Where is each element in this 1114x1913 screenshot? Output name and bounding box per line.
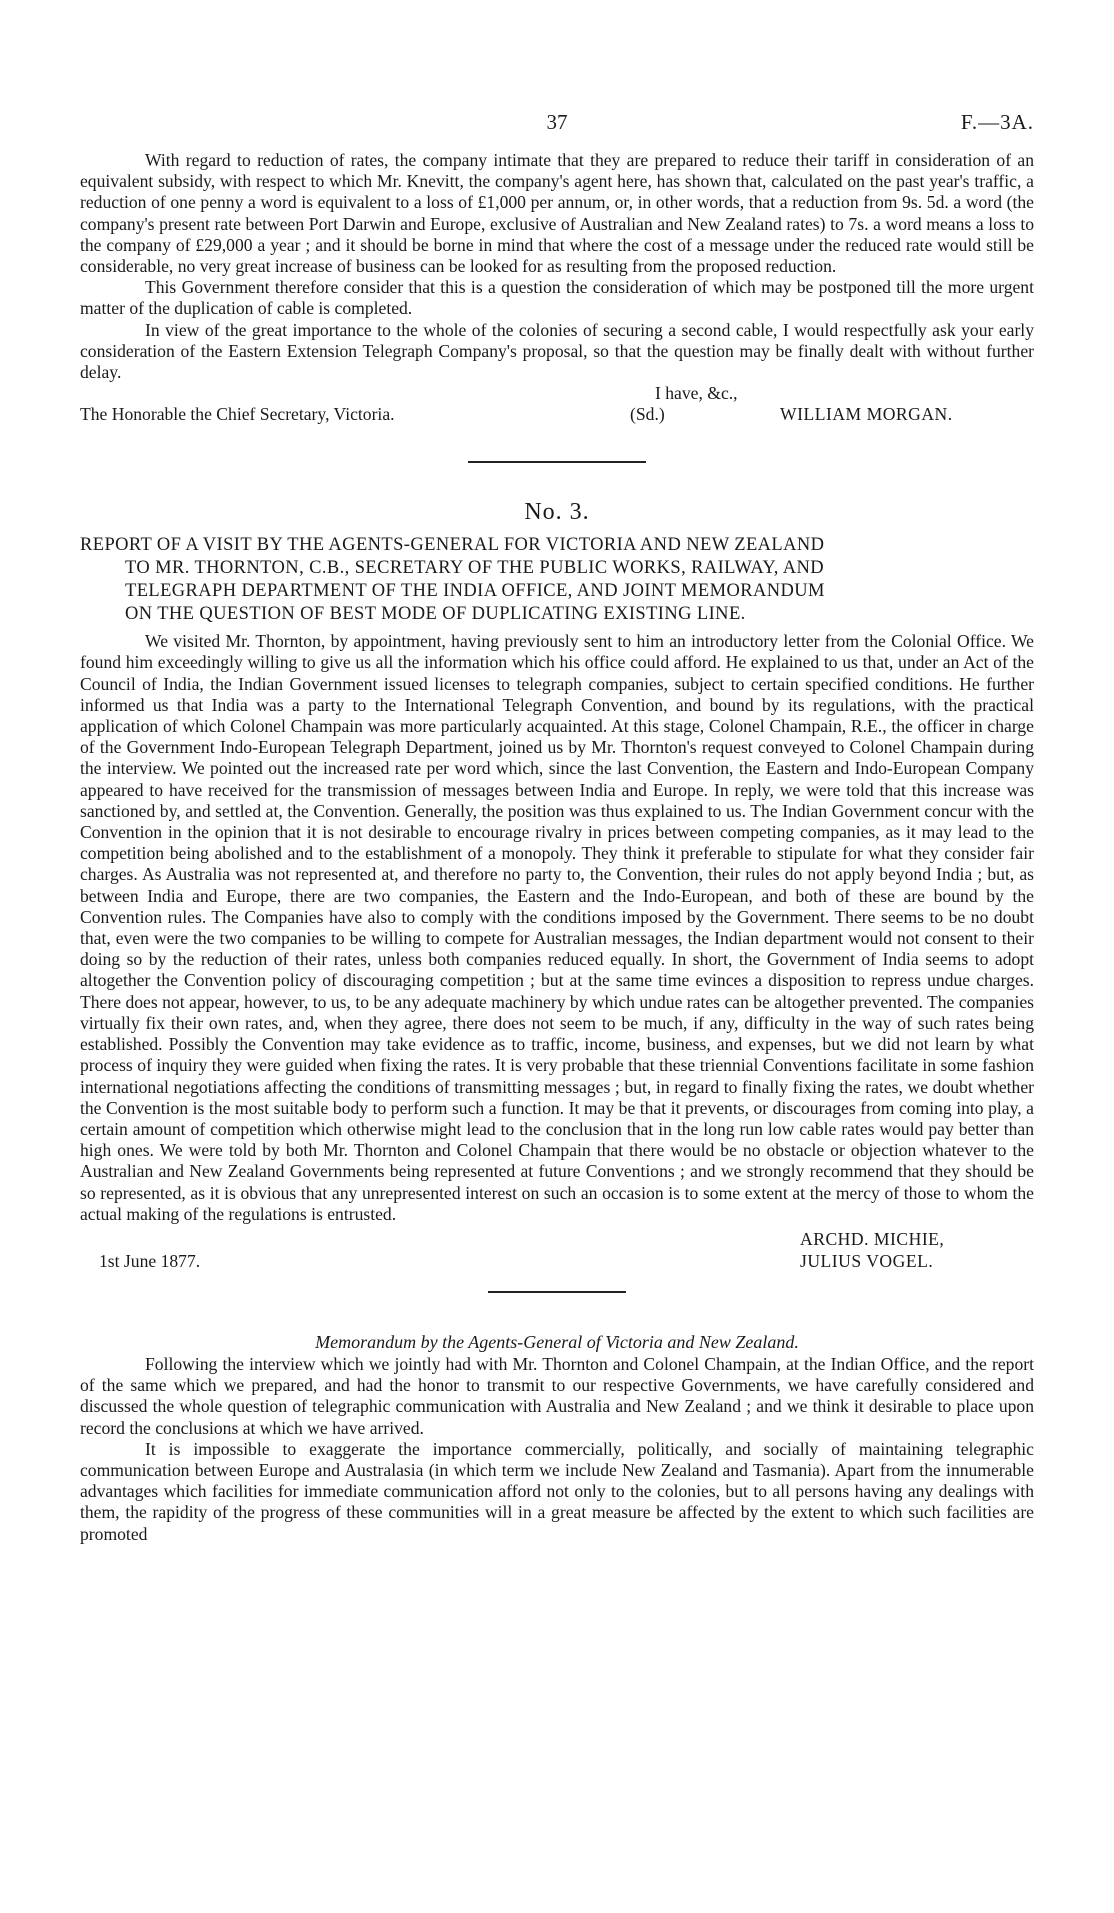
letter-closing: I have, &c., (655, 383, 738, 404)
paper-reference: F.—3A. (960, 110, 1034, 134)
report-signatory: ARCHD. MICHIE, (800, 1228, 945, 1249)
report-signature-block (80, 1227, 1034, 1277)
memorandum-paragraph: It is impossible to exaggerate the importance commercially, politically, and socially of maintaining telegraphic communication between Europe and Australasia (in which term we include New Zealand and Tasmania). Apart from the innumerable advantages which facilities for immediate communication afford not only to the colonies, but to all persons having any dealings with them, the rapidity of the progress of these communities will in a great measure be affected by the extent to which such facilities are promoted (80, 1438, 1034, 1544)
memorandum-section (80, 1331, 1034, 1545)
letter-paragraph: In view of the great importance to the whole of the colonies of securing a second cable, I would respectfully ask your early consideration of the Eastern Extension Telegraph Company's proposal, so that the question may be finally dealt with without further delay. (80, 319, 1034, 383)
report-title-line: TELEGRAPH DEPARTMENT OF THE INDIA OFFICE, AND JOINT MEMORANDUM (125, 581, 825, 602)
report-number: No. 3. (524, 499, 590, 526)
report-title-line: ON THE QUESTION OF BEST MODE OF DUPLICATING EXISTING LINE. (125, 604, 746, 625)
memorandum-heading: Memorandum by the Agents-General of Victoria and New Zealand. (315, 1331, 799, 1352)
report-signatory: JULIUS VOGEL. (800, 1250, 934, 1271)
report-title-line: TO MR. THORNTON, C.B., SECRETARY OF THE PUBLIC WORKS, RAILWAY, AND (125, 558, 825, 579)
document-page (80, 110, 1034, 1545)
memorandum-paragraph: Following the interview which we jointly had with Mr. Thornton and Colonel Champain, at the Indian Office, and the report of the same which we prepared, and had the honor to transmit to our respective Governments, we have carefully considered and discussed the whole question of telegraphic communication with Australia and New Zealand ; and we think it desirable to place upon record the conclusions at which we have arrived. (80, 1353, 1034, 1438)
report-date: 1st June 1877. (99, 1250, 201, 1271)
letter-addressee: The Honorable the Chief Secretary, Victoria. (80, 404, 395, 425)
page-number: 37 (546, 110, 568, 134)
report-section (80, 499, 1034, 1277)
report-body: We visited Mr. Thornton, by appointment, having previously sent to him an introductory letter from the Colonial Office. We found him exceedingly willing to give us all the information which his office could afford. He explained to us that, under an Act of the Council of India, the Indian Government issued licenses to telegraph companies, subject to certain specified conditions. He further informed us that India was a party to the International Telegraph Convention, and bound by its regulations, with the practical application of which Colonel Champain was more particularly acquainted. At this stage, Colonel Champain, R.E., the officer in charge of the Government Indo-European Telegraph Department, joined us by Mr. Thornton's request conveyed to Colonel Champain during the interview. We pointed out the increased rate per word which, since the last Convention, the Eastern and Indo-European Company appeared to have received for the transmission of messages between India and Europe. In reply, we were told that this increase was sanctioned by, and settled at, the Convention. Generally, the position was thus explained to us. The Indian Government concur with the Convention in the opinion that it is not desirable to encourage rivalry in prices between competing companies, as it may lead to the competition being abolished and to the establishment of a monopoly. They think it preferable to stipulate for what they consider fair charges. As Australia was not represented at, and therefore no party to, the Convention, their rules do not apply beyond India ; but, as between India and Europe, there are two companies, the Eastern and the Indo-European, and both of these are bound by the Convention rules. The Companies have also to comply with the conditions imposed by the Government. There seems to be no doubt that, even were the two companies to be willing to compete for Australian messages, the Indian department would not consent to their doing so by the reduction of their rates, unless both companies reduced equally. In short, the Government of India seems to adopt altogether the Convention policy of discouraging competition ; but at the same time evinces a disposition to repress undue charges. There does not appear, however, to us, to be any adequate machinery by which undue rates can be altogether prevented. The companies virtually fix their own rates, and, when they agree, there does not seem to be much, if any, difficulty in the way of such rates being established. Possibly the Convention may take evidence as to traffic, income, business, and expenses, but we did not learn by what process of inquiry they were guided when fixing the rates. It is very probable that these triennial Conventions facilitate in some fashion international negotiations affecting the conditions of transmitting messages ; but, in regard to finally fixing the rates, we doubt whether the Convention is the most suitable body to perform such a function. It may be that it prevents, or discourages from coming into play, a certain amount of competition which otherwise might lead to the conclusion that in the long run low cable rates would pay better than high ones. We were told by both Mr. Thornton and Colonel Champain that there would be no obstacle or objection whatever to the Australian and New Zealand Governments being represented at future Conventions ; and we strongly recommend that they should be so represented, as it is obvious that any unrepresented interest on such an occasion is to some extent at the mercy of those to whom the actual making of the regulations is entrusted. (80, 631, 1034, 1224)
letter-paragraph: With regard to reduction of rates, the company intimate that they are prepared to reduce their tariff in consideration of an equivalent subsidy, with respect to which Mr. Knevitt, the company's agent here, has shown that, calculated on the past year's traffic, a reduction of one penny a word is equivalent to a loss of £1,000 per annum, or, in other words, that a reduction from 9s. 5d. a word (the company's present rate between Port Darwin and Europe, exclusive of Australian and New Zealand rates) to 7s. a word means a loss to the company of £29,000 a year ; and it should be borne in mind that where the cost of a message under the reduced rate would still be considerable, no very great increase of business can be looked for as resulting from the proposed reduction. (80, 150, 1034, 277)
report-title (80, 534, 1034, 626)
signed-mark: (Sd.) (630, 404, 665, 425)
letter-section (80, 150, 1034, 427)
letter-signer: WILLIAM MORGAN. (780, 404, 953, 425)
report-title-line: REPORT OF A VISIT BY THE AGENTS-GENERAL FOR VICTORIA AND NEW ZEALAND (80, 535, 825, 556)
page-header (80, 110, 1034, 150)
letter-signature-block (80, 383, 1034, 427)
section-divider (468, 461, 646, 463)
letter-paragraph: This Government therefore consider that this is a question the consideration of which may be postponed till the more urgent matter of the duplication of cable is completed. (80, 277, 1034, 319)
section-divider (488, 1291, 626, 1293)
